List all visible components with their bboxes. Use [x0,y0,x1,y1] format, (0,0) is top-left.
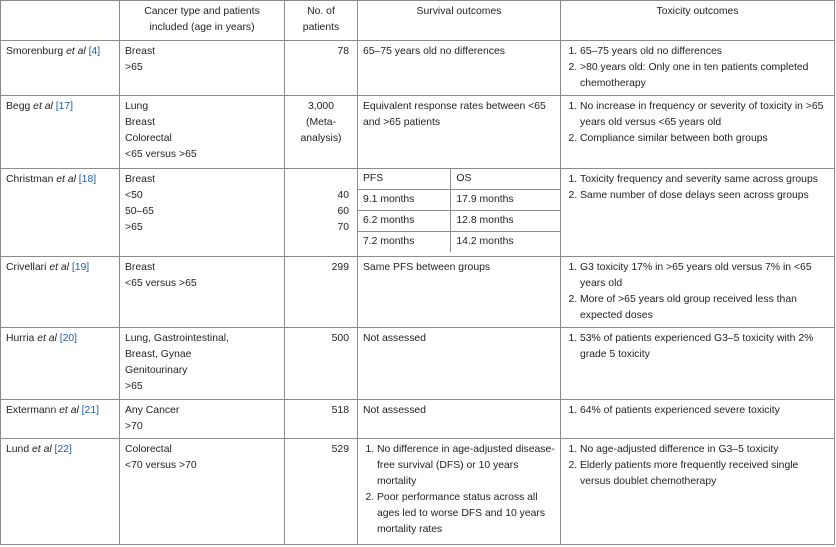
reference-link[interactable]: [21] [81,405,100,416]
et-al: et al [32,444,52,455]
patients-cell: 529 [285,439,358,545]
table-row [1,169,835,257]
cancer-type-cell [120,400,285,439]
study-cell [1,41,120,96]
toxicity-cell [561,41,835,96]
subtable-header-row [358,169,560,190]
reference-link[interactable]: [4] [88,46,101,57]
toxicity-item: 2. Compliance similar between both groups [580,131,829,147]
survival-cell: 65–75 years old no differences [358,41,561,96]
et-al: et al [49,262,69,273]
header-no-of-patients: No. of patients [285,1,358,41]
subtable-row [358,211,560,232]
cancer-line: Colorectal [125,133,172,144]
cancer-line: Breast [125,174,156,185]
reference-link[interactable]: [18] [78,174,97,185]
cancer-line: >65 [125,62,143,73]
patients-cell: 299 [285,257,358,328]
cancer-type-cell [120,439,285,545]
pfs-value: 7.2 months [358,232,451,253]
table-row [1,400,835,439]
pfs-header: PFS [358,169,451,190]
os-value: 12.8 months [451,211,560,232]
survival-cell: Same PFS between groups [358,257,561,328]
toxicity-item: 1. Toxicity frequency and severity same across groups [580,172,829,188]
et-al: et al [56,174,76,185]
toxicity-item: 2. Elderly patients more frequently received single versus doublet chemotherapy [580,458,829,490]
cancer-line: Breast [125,117,156,128]
survival-cell [358,169,561,257]
toxicity-item: 2. >80 years old: Only one in ten patients completed chemotherapy [580,60,829,92]
patients-cell [285,169,358,257]
patients-cell: 518 [285,400,358,439]
cancer-line: <50 [125,190,143,201]
et-al: et al [59,405,79,416]
toxicity-cell [561,169,835,257]
header-survival-outcomes: Survival outcomes [358,1,561,41]
toxicity-item: 1. No age-adjusted difference in G3–5 toxicity [580,442,829,458]
et-al: et al [33,101,53,112]
patients-line: 70 [337,222,349,233]
survival-item: 1. No difference in age-adjusted disease-free survival (DFS) or 10 years mortality [377,442,555,490]
study-cell [1,96,120,169]
toxicity-item: 1. 53% of patients experienced G3–5 toxicity with 2% grade 5 toxicity [580,331,829,363]
patients-cell [285,96,358,169]
et-al: et al [66,46,86,57]
toxicity-item: 1. No increase in frequency or severity of toxicity in >65 years old versus <65 years old [580,99,829,131]
cancer-line: <65 versus >65 [125,278,197,289]
author-name: Lund [6,444,30,455]
author-name: Smorenburg [6,46,64,57]
header-row [1,1,835,41]
cancer-line: Lung, Gastrointestinal, [125,333,229,344]
patients-cell: 500 [285,328,358,400]
cancer-line: Genitourinary [125,365,188,376]
cancer-line: Colorectal [125,444,172,455]
subtable-row [358,232,560,253]
study-cell [1,257,120,328]
pfs-value: 9.1 months [358,190,451,211]
table-row [1,328,835,400]
patients-line: (Meta- [305,117,337,128]
survival-cell: Equivalent response rates between <65 and >65 patients [358,96,561,169]
patients-line: 3,000 [307,101,334,112]
header-toxicity-outcomes: Toxicity outcomes [561,1,835,41]
header-cancer-type: Cancer type and patients included (age in years) [120,1,285,41]
cancer-line: >65 [125,222,143,233]
reference-link[interactable]: [17] [55,101,74,112]
et-al: et al [37,333,57,344]
cancer-line: <70 versus >70 [125,460,197,471]
toxicity-cell [561,257,835,328]
table-row [1,96,835,169]
reference-link[interactable]: [22] [54,444,72,455]
os-value: 14.2 months [456,236,514,247]
cancer-line: <65 versus >65 [125,149,197,160]
cancer-type-cell [120,96,285,169]
header-study [1,1,120,41]
cancer-line: Lung [125,101,149,112]
study-cell [1,400,120,439]
author-name: Begg [6,101,31,112]
survival-cell: Not assessed [358,328,561,400]
cancer-type-cell [120,257,285,328]
cancer-type-cell [120,41,285,96]
cancer-type-cell [120,169,285,257]
reference-link[interactable]: [19] [71,262,90,273]
cancer-line: Breast, Gynae [125,349,192,360]
author-name: Extermann [6,405,57,416]
cancer-line: Breast [125,46,156,57]
cancer-line: Breast [125,262,156,273]
table-row [1,41,835,96]
patients-cell: 78 [285,41,358,96]
patients-line: 60 [337,206,349,217]
toxicity-item: 1. 65–75 years old no differences [580,44,829,60]
study-cell [1,328,120,400]
os-value: 17.9 months [451,190,560,211]
toxicity-item: 2. Same number of dose delays seen across groups [580,188,829,204]
toxicity-cell [561,400,835,439]
study-cell [1,439,120,545]
reference-link[interactable]: [20] [59,333,78,344]
pfs-value: 6.2 months [358,211,451,232]
cancer-line: 50–65 [125,206,154,217]
author-name: Crivellari [6,262,47,273]
toxicity-item: 1. G3 toxicity 17% in >65 years old versus 7% in <65 years old [580,260,829,292]
study-cell [1,169,120,257]
cancer-line: Any Cancer [125,405,180,416]
os-header: OS [451,169,560,190]
survival-subtable [358,169,560,252]
cancer-line: >65 [125,381,143,392]
toxicity-item: 1. 64% of patients experienced severe toxicity [580,403,829,419]
subtable-row [358,190,560,211]
toxicity-cell [561,96,835,169]
table-row [1,439,835,545]
toxicity-cell [561,439,835,545]
survival-cell: Not assessed [358,400,561,439]
patients-line: 40 [337,190,349,201]
cancer-line: >70 [125,421,143,432]
cancer-type-cell [120,328,285,400]
survival-cell [358,439,561,545]
toxicity-item: 2. More of >65 years old group received less than expected doses [580,292,829,324]
survival-item: 2. Poor performance status across all ages led to worse DFS and 10 years mortality rates [377,490,555,538]
patients-line: analysis) [300,133,342,144]
toxicity-cell [561,328,835,400]
author-name: Hurria [6,333,35,344]
table-row [1,257,835,328]
author-name: Christman [6,174,54,185]
